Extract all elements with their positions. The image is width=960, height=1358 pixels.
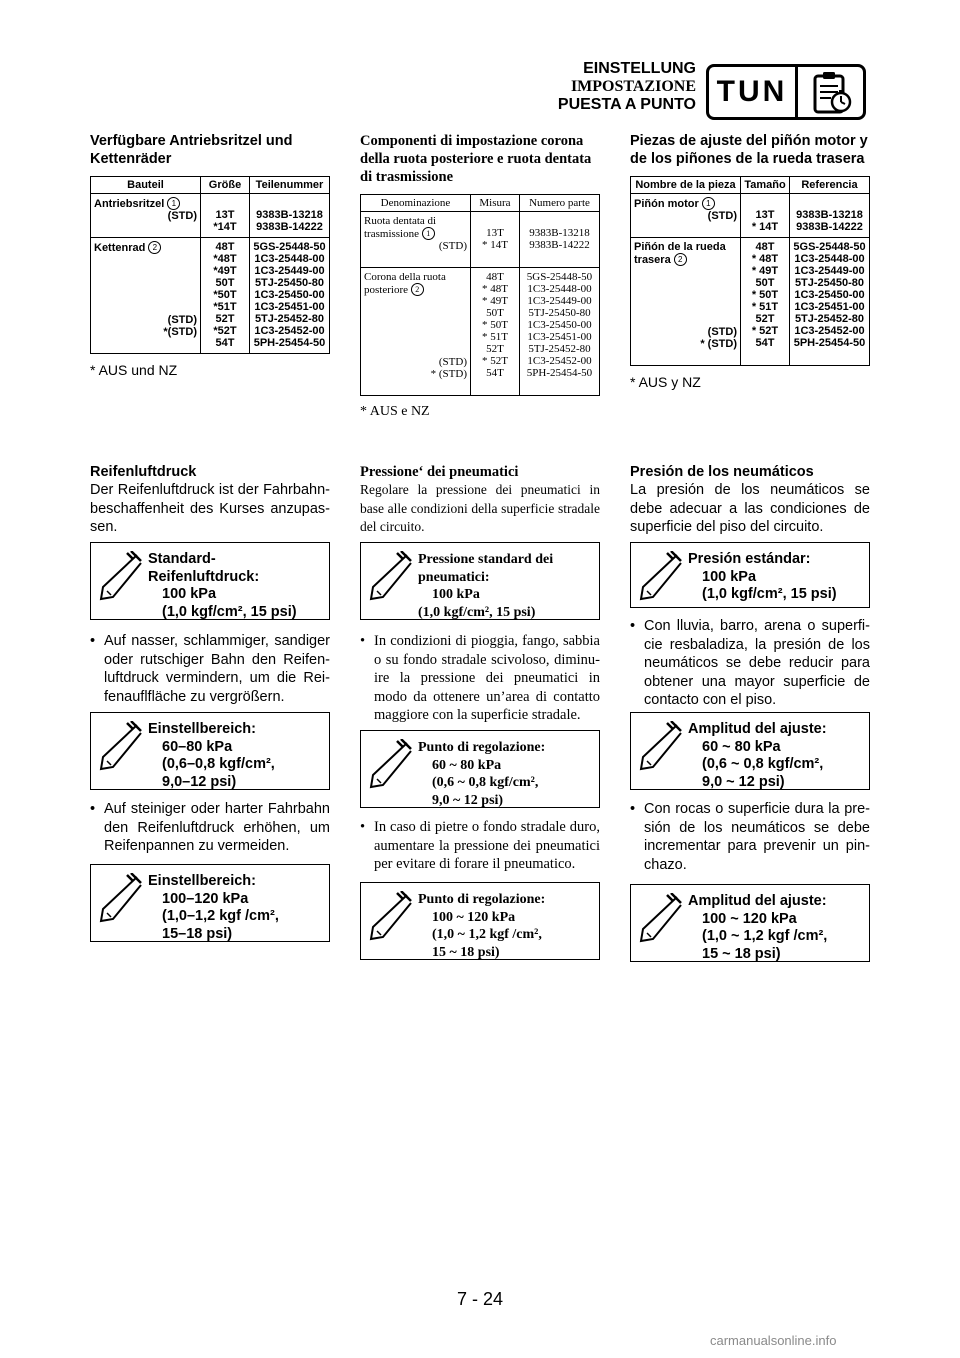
part-number: 1C3-25448-00: [794, 253, 865, 265]
size-value: 52T: [486, 343, 504, 355]
table-row: [91, 194, 330, 238]
parts-table: [630, 176, 870, 366]
spec-label: Einstellbereich:: [148, 721, 256, 737]
part-number: 1C3-25449-00: [794, 265, 865, 277]
bullet-item: • In condizioni di pioggia, fango, sabbia o su fondo stradale scivoloso, diminuire la pressione dei pneumatici in modo da ottenere un’area di contatto maggiore con la superficie stradale.: [360, 633, 600, 723]
size-value: * 14T: [751, 221, 779, 233]
watermark: carmanualsonline.info: [710, 1333, 837, 1348]
part-number-cell: [520, 212, 600, 268]
part-number: 5GS-25448-50: [793, 241, 866, 253]
table-row: [361, 212, 600, 268]
size-value: *50T: [213, 289, 237, 301]
size-value: *48T: [213, 253, 237, 265]
std-mark: [634, 290, 737, 302]
spec-value: (0,6–0,8 kgf/cm²,: [162, 756, 275, 772]
spec-value: 100–120 kPa: [162, 890, 249, 907]
part-name: Corona della ruota posteriore: [364, 271, 446, 296]
section-title-it: IMPOSTAZIONE: [570, 78, 696, 95]
part-number-cell: [790, 194, 870, 238]
section-title-es: PUESTA A PUNTO: [557, 96, 696, 113]
spec-value: 100 kPa: [432, 587, 480, 602]
spec-label: Amplitud del ajuste:: [688, 721, 827, 737]
reference-number: 1: [167, 197, 180, 210]
table-row: [631, 238, 870, 366]
std-mark: [364, 252, 467, 264]
reference-number: 2: [148, 241, 161, 254]
spec-value: 60 ~ 80 kPa: [702, 738, 781, 755]
spec-value: 9,0 ~ 12 psi): [702, 773, 785, 790]
parts-table: [90, 176, 330, 354]
spec-box-range-es: [630, 712, 870, 790]
col-header-size: Größe: [201, 177, 250, 194]
parts-title: Piezas de ajuste del piñón motor y de los piñones de la rueda trasera: [630, 133, 868, 167]
reference-number: 1: [422, 227, 435, 240]
std-mark: (STD): [167, 314, 197, 326]
page-number: 7 - 24: [456, 1289, 504, 1309]
size-value: *14T: [213, 221, 237, 233]
size-value: * 52T: [751, 325, 779, 337]
tire-pressure-text: La presión de los neumáticos se debe adecuar a las condiciones de superficie del piso del circuito.: [630, 482, 870, 535]
part-name-cell: [631, 194, 741, 238]
std-mark: [364, 344, 467, 356]
size-value: 50T: [486, 307, 504, 319]
tire-pressure-title: Presión de los neumáticos: [630, 464, 814, 480]
size-value: 13T: [215, 209, 235, 221]
bullet-text: Con lluvia, barro, arena o superficie resbaladiza, la presión de los neumáticos se debe reducir para obtener una mayor superficie de contacto con el piso.: [644, 618, 870, 708]
part-number: 9383B-13218: [256, 209, 323, 221]
bullet-item: • Auf nasser, schlammiger, sandiger oder rutschiger Bahn den Reifenluftdruck vermindern, um die Reifenauflfläche zu vergrößern.: [90, 633, 330, 705]
part-name-cell: [91, 238, 201, 354]
part-name: Antriebsritzel: [94, 198, 165, 210]
column-spanish: [630, 132, 870, 390]
spec-label: Pressione standard dei: [418, 552, 554, 567]
wrench-icon: [367, 551, 413, 603]
size-value: 48T: [486, 271, 504, 283]
std-mark: [94, 338, 197, 350]
tire-pressure-title: Pressione‘ dei pneumatici: [360, 464, 519, 480]
spec-box-range-it: [360, 730, 600, 808]
spec-box-range2-es: [630, 884, 870, 962]
part-name: Piñón motor: [634, 198, 699, 210]
bullet-text: Auf steiniger oder harter Fahrbahn den Reifenluftdruck erhöhen, um Reifenpannen zu vermeiden.: [104, 801, 330, 854]
footnote: * AUS e NZ: [360, 404, 430, 419]
part-number: 1C3-25451-00: [794, 301, 865, 313]
column-german: [90, 132, 330, 378]
size-cell: [741, 194, 790, 238]
spec-value: (1,0–1,2 kgf /cm²,: [162, 908, 279, 924]
part-number: 5TJ-25452-80: [794, 313, 865, 325]
bullet-text: In condizioni di pioggia, fango, sabbia o su fondo stradale scivoloso, diminuire la pressione dei pneumatici in modo da ottenere un’area di contatto maggiore con la superficie stradale.: [374, 633, 600, 723]
std-mark: [634, 350, 737, 362]
part-number-cell: [790, 238, 870, 366]
spec-label: Amplitud del ajuste:: [688, 893, 827, 909]
wrench-icon: [97, 551, 143, 603]
spec-value: (0,6 ~ 0,8 kgf/cm²,: [702, 756, 824, 772]
reference-number: 2: [411, 283, 424, 296]
bullet-item: • Con rocas o superficie dura la presión de los neumáticos se debe incrementar para prevenir un pinchazo.: [630, 801, 870, 873]
part-name-cell: [361, 268, 471, 396]
part-number: 1C3-25452-00: [794, 325, 865, 337]
section-title-de: EINSTELLUNG: [583, 60, 696, 77]
bullet-item: • Auf steiniger oder harter Fahrbahn den Reifenluftdruck erhöhen, um Reifenpannen zu vermeiden.: [90, 801, 330, 854]
size-value: * 51T: [751, 301, 779, 313]
size-value: 13T: [486, 227, 504, 239]
part-name-cell: [361, 212, 471, 268]
bullet-item: • Con lluvia, barro, arena o superficie resbaladiza, la presión de los neumáticos se debe reducir para obtener una mayor superficie de contacto con el piso.: [630, 618, 870, 708]
section-code: TUN: [709, 67, 798, 117]
spec-value: (0,6 ~ 0,8 kgf/cm²,: [432, 775, 539, 790]
part-number: 1C3-25448-00: [527, 283, 592, 295]
size-cell: [471, 268, 520, 396]
part-number: 9383B-14222: [256, 221, 323, 233]
size-value: 52T: [215, 313, 235, 325]
std-mark: [364, 380, 467, 392]
parts-title: Componenti di impostazione corona della ruota posteriore e ruota dentata di trasmissione: [360, 133, 592, 185]
part-number: 9383B-14222: [529, 239, 590, 251]
spec-label: pneumatici:: [418, 569, 490, 585]
std-mark: (STD): [167, 210, 197, 222]
bullet-text: Con rocas o superficie dura la presión de los neumáticos se debe incrementar para prevenir un pinchazo.: [644, 801, 870, 873]
col-header-number: Teilenummer: [250, 177, 330, 194]
spec-label: Punto di regolazione:: [418, 740, 546, 755]
wrench-icon: [367, 739, 413, 791]
size-cell: [201, 238, 250, 354]
size-value: 52T: [755, 313, 775, 325]
size-value: 48T: [755, 241, 775, 253]
spec-value: (1,0 kgf/cm², 15 psi): [702, 586, 837, 602]
table-row: [91, 238, 330, 354]
std-mark: [634, 278, 737, 290]
part-number: 5TJ-25450-80: [528, 307, 591, 319]
tire-pressure-intro-it: [360, 463, 600, 537]
spec-value: 60–80 kPa: [162, 738, 233, 755]
col-header-part: Denominazione: [361, 195, 471, 212]
tire-pressure-intro-es: [630, 463, 870, 537]
footnote: * AUS y NZ: [630, 374, 701, 390]
part-name: Kettenrad: [94, 242, 146, 254]
part-number: 1C3-25449-00: [527, 295, 592, 307]
size-cell: [471, 212, 520, 268]
spec-box-standard-it: [360, 542, 600, 620]
spec-value: 15 ~ 18 psi): [432, 944, 500, 960]
part-number: 5PH-25454-50: [253, 337, 326, 349]
size-value: 13T: [755, 209, 775, 221]
part-number: 9383B-13218: [529, 227, 590, 239]
spec-value: (1,0 ~ 1,2 kgf /cm²,: [702, 928, 828, 944]
part-number-cell: [250, 238, 330, 354]
size-value: 54T: [215, 337, 235, 349]
part-number: 1C3-25452-00: [254, 325, 325, 337]
spec-value: (1,0 kgf/cm², 15 psi): [162, 603, 297, 620]
reference-number: 2: [674, 253, 687, 266]
part-number: 1C3-25450-00: [254, 289, 325, 301]
part-number-cell: [250, 194, 330, 238]
wrench-icon: [97, 873, 143, 925]
size-value: *51T: [213, 301, 237, 313]
std-mark: (STD): [707, 326, 737, 338]
section-header: [558, 60, 696, 114]
part-name-cell: [631, 238, 741, 366]
spec-label: Standard-: [148, 551, 216, 567]
table-row: [631, 194, 870, 238]
tire-pressure-intro-de: [90, 463, 330, 537]
col-header-size: Tamaño: [741, 177, 790, 194]
spec-box-range2-it: [360, 882, 600, 960]
wrench-icon: [637, 721, 683, 773]
col-header-part: Nombre de la pieza: [631, 177, 741, 194]
part-number: 5GS-25448-50: [253, 241, 326, 253]
size-value: 50T: [215, 277, 235, 289]
part-name-cell: [91, 194, 201, 238]
spec-value: 9,0–12 psi): [162, 773, 237, 790]
col-header-number: Numero parte: [520, 195, 600, 212]
part-number: 5TJ-25450-80: [254, 277, 325, 289]
std-mark: (STD): [438, 240, 467, 252]
size-value: *52T: [213, 325, 237, 337]
tire-pressure-text: Der Reifenluftdruck ist der Fahrbahnbeschaffenheit des Kurses anzupassen.: [90, 482, 330, 535]
table-row: [361, 268, 600, 396]
spec-value: 60 ~ 80 kPa: [432, 757, 502, 773]
spec-value: 9,0 ~ 12 psi): [432, 792, 504, 808]
size-value: * 49T: [751, 265, 779, 277]
size-value: *49T: [213, 265, 237, 277]
std-mark: [634, 302, 737, 314]
spec-value: 100 kPa: [702, 568, 757, 585]
spec-value: (1,0 ~ 1,2 kgf /cm²,: [432, 927, 542, 942]
part-number: 5GS-25448-50: [526, 271, 593, 283]
wrench-icon: [367, 891, 413, 943]
part-number: 1C3-25451-00: [254, 301, 325, 313]
std-mark: [634, 266, 737, 278]
std-mark: [364, 308, 467, 320]
part-number: 5TJ-25452-80: [528, 343, 591, 355]
size-cell: [741, 238, 790, 366]
std-mark: [364, 332, 467, 344]
wrench-icon: [637, 551, 683, 603]
spec-box-range-de: [90, 712, 330, 790]
size-value: * 48T: [751, 253, 779, 265]
bullet-item: • In caso di pietre o fondo stradale duro, aumentare la pressione dei pneumatici per evitare di forare il pneumatico.: [360, 819, 600, 872]
spec-value: 15–18 psi): [162, 925, 233, 942]
spec-value: 15 ~ 18 psi): [702, 945, 781, 962]
spec-box-standard-de: [90, 542, 330, 620]
part-name: Piñón de la rueda trasera: [634, 241, 726, 266]
std-mark: [94, 278, 197, 290]
std-mark: [94, 290, 197, 302]
std-mark: [94, 222, 197, 234]
spec-label: Punto di regolazione:: [418, 892, 546, 907]
size-value: 54T: [486, 367, 504, 379]
bullet-text: In caso di pietre o fondo stradale duro, aumentare la pressione dei pneumatici per evitare di forare il pneumatico.: [374, 819, 600, 872]
std-mark: [634, 222, 737, 234]
section-badge: [706, 64, 866, 120]
part-number: 9383B-14222: [796, 221, 863, 233]
size-cell: [201, 194, 250, 238]
spec-value: 100 ~ 120 kPa: [702, 910, 797, 927]
spec-label: Einstellbereich:: [148, 873, 256, 889]
spec-box-range2-de: [90, 864, 330, 942]
std-mark: *(STD): [163, 326, 197, 338]
col-header-part: Bauteil: [91, 177, 201, 194]
wrench-icon: [637, 893, 683, 945]
part-number: 5TJ-25452-80: [254, 313, 325, 325]
part-number: 9383B-13218: [796, 209, 863, 221]
part-number: 5PH-25454-50: [526, 367, 593, 379]
column-italian: [360, 132, 600, 420]
spec-value: 100 ~ 120 kPa: [432, 909, 516, 925]
part-number-cell: [520, 268, 600, 396]
part-number: 1C3-25449-00: [254, 265, 325, 277]
size-value: * 48T: [482, 283, 508, 295]
tire-pressure-text: Regolare la pressione dei pneumatici in base alle condizioni della superficie stradale del circuito.: [360, 482, 600, 534]
parts-title: Verfügbare Antriebsritzel und Kettenräder: [90, 133, 293, 167]
std-mark: [94, 302, 197, 314]
spec-label: Presión estándar:: [688, 551, 811, 567]
col-header-number: Referencia: [790, 177, 870, 194]
parts-table: [360, 194, 600, 396]
spec-box-standard-es: [630, 542, 870, 608]
size-value: 54T: [755, 337, 775, 349]
size-value: * 50T: [482, 319, 508, 331]
std-mark: [94, 254, 197, 266]
size-value: * 51T: [482, 331, 508, 343]
part-number: 5TJ-25450-80: [794, 277, 865, 289]
part-number: 1C3-25448-00: [254, 253, 325, 265]
col-header-size: Misura: [471, 195, 520, 212]
part-number: 5PH-25454-50: [793, 337, 866, 349]
tire-pressure-title: Reifenluftdruck: [90, 464, 197, 480]
std-mark: * (STD): [700, 338, 737, 350]
size-value: 48T: [215, 241, 235, 253]
std-mark: [364, 320, 467, 332]
std-mark: [364, 296, 467, 308]
std-mark: (STD): [707, 210, 737, 222]
spec-value: 100 kPa: [162, 586, 217, 602]
footnote: * AUS und NZ: [90, 362, 178, 378]
std-mark: [94, 266, 197, 278]
part-number: 1C3-25451-00: [527, 331, 592, 343]
std-mark: * (STD): [430, 368, 467, 380]
size-value: * 14T: [482, 239, 508, 251]
part-number: 1C3-25450-00: [527, 319, 592, 331]
std-mark: (STD): [438, 356, 467, 368]
wrench-icon: [97, 721, 143, 773]
part-number: 1C3-25450-00: [794, 289, 865, 301]
clipboard-stopwatch-icon: [798, 67, 863, 117]
spec-label: Reifenluftdruck:: [148, 568, 260, 585]
std-mark: [634, 314, 737, 326]
part-number: 1C3-25452-00: [527, 355, 592, 367]
reference-number: 1: [702, 197, 715, 210]
size-value: 50T: [755, 277, 775, 289]
size-value: * 49T: [482, 295, 508, 307]
size-value: * 50T: [751, 289, 779, 301]
spec-value: (1,0 kgf/cm², 15 psi): [418, 604, 536, 620]
size-value: * 52T: [482, 355, 508, 367]
part-name: Ruota dentata di trasmissione: [364, 215, 437, 240]
bullet-text: Auf nasser, schlammiger, sandiger oder rutschiger Bahn den Reifenluftdruck vermindern, um die Reifenauflfläche zu vergrößern.: [104, 633, 330, 705]
